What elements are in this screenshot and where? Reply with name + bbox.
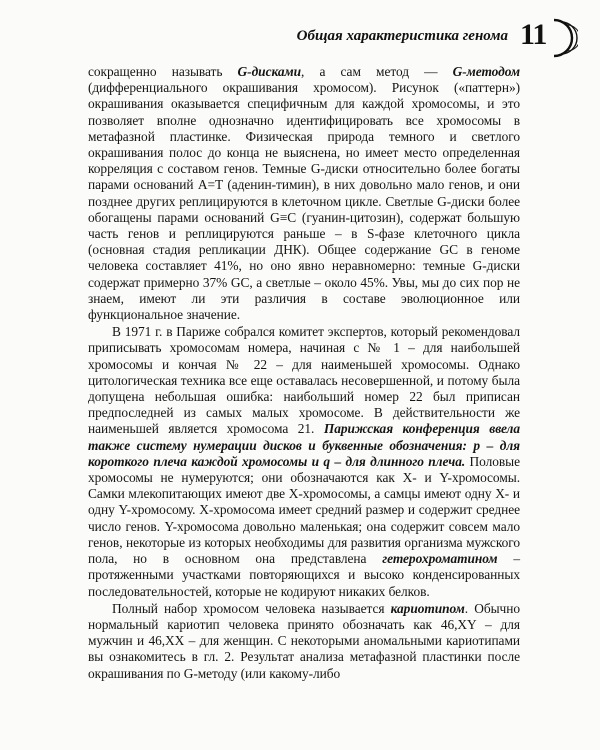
- paragraph-3: [88, 601, 520, 682]
- page-number: 11: [520, 18, 547, 51]
- running-header-title: Общая характеристика генома: [296, 28, 508, 44]
- term-karyotype: кариотипом: [390, 600, 465, 616]
- text-run: – протяженными участками повторяющихся и высоко конденсированных последовательностей, которые не кодируют никаких белков.: [88, 551, 520, 599]
- term-g-discs: G-дисками: [237, 64, 302, 79]
- text-run: сокращенно называть: [88, 64, 238, 79]
- paragraph-2: [88, 324, 520, 599]
- text-run: , а сам метод —: [301, 64, 453, 79]
- text-run: В 1971 г. в Париже собрался комитет экспертов, который рекомендовал приписывать хромосомам номера, начиная с № 1 – для наибольшей хромосомы и кончая № 22 – для наименьшей хромосомы. Однако цитологическая техника все еще оставалась несовершенной, и потому была допущена небольшая ошибка: наибольший номер 22 был приписан предпоследней из самых малых хромосоме. В действительности же наименьшей является хромосома 21.: [88, 324, 520, 437]
- body-text: [88, 64, 520, 682]
- emphasized-sentence: Парижская конференция ввела также систему нумерации дисков и буквенные обозначения: p – для короткого плеча каждой хромосомы и q – для длинного плеча.: [88, 421, 520, 469]
- text-run: (дифференциального окрашивания хромосом). Рисунок («паттерн») окрашивания оказывается специфичным для каждой хромосомы, и это позволяет вполне однозначно идентифицировать все хромосомы в метафазной пластинке. Физическая природа темного и светлого окрашивания полос до конца не выяснена, но имеет место определенная корреляция с составом генов. Темные G-диски относительно более богаты парами оснований A=T (аденин-тимин), в них довольно мало генов, и они позднее других реплицируются в клеточном цикле. Светлые G-диски более обогащены парами оснований G≡C (гуанин-цитозин), содержат большую часть генов и реплицируются раньше – в S-фазе клеточного цикла (основная стадия репликации ДНК). Общее содержание GC в геноме человека составляет 41%, но оно явно неравномерно: темные G-диски содержат примерно 37% GC, а светлые – около 45%. Увы, мы до сих пор не знаем, имеют ли эти различия в составе эволюционное или функциональное значение.: [88, 80, 520, 323]
- running-header: [240, 18, 578, 62]
- paragraph-1: [88, 64, 520, 323]
- page-number-badge: [518, 16, 578, 60]
- term-g-method: G-методом: [452, 64, 520, 79]
- text-run: . Обычно нормальный кариотип человека принято обозначать как 46,XY – для мужчин и 46,XX – для женщин. С некоторыми аномальными кариотипами вы ознакомитесь в гл. 2. Результат анализа метафазной пластинки после окрашивания по G-методу (или какому-либо: [88, 600, 520, 681]
- text-run: Полный набор хромосом человека называется: [112, 600, 391, 616]
- text-run: Половые хромосомы не нумеруются; они обозначаются как X- и Y-хромосомы. Самки млекопитающих имеют две X-хромосомы, а самцы имеют одну X- и одну Y-хромосому. X-хромосома имеет средний размер и содержит среднее число генов. Y-хромосома довольно маленькая; она содержит совсем мало генов, некоторые из которых необходимы для развития организма мужского пола, но в основном она представлена: [88, 453, 521, 567]
- term-heterochromatin: гетерохроматином: [382, 551, 498, 567]
